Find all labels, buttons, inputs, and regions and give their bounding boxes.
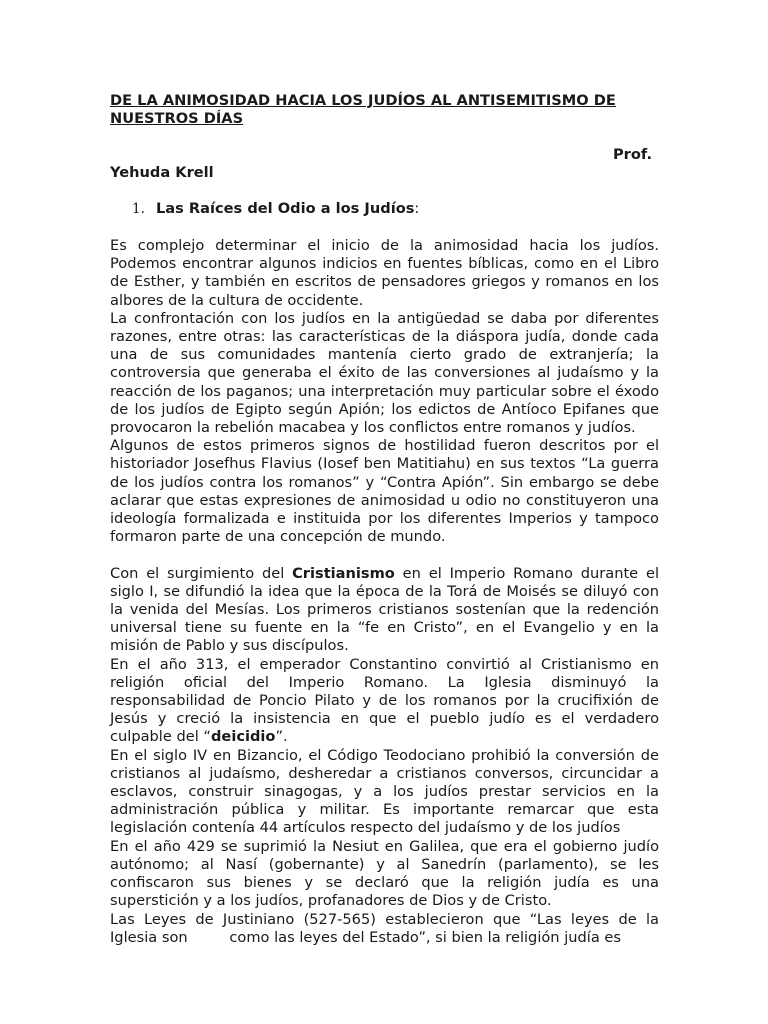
author-name: Yehuda Krell (110, 164, 214, 181)
paragraph-4-text-a: Con el surgimiento del (110, 564, 293, 582)
paragraph-5 (110, 656, 659, 747)
paragraph-5-emphasis: deicidio (210, 728, 276, 746)
document-body (110, 237, 664, 947)
paragraph-gap (110, 546, 659, 564)
section-heading (132, 200, 659, 218)
author-prefix: Prof. (612, 146, 652, 163)
paragraph-3: Algunos de estos primeros signos de hostilidad fueron descritos por el historiador Josefhus Flavius (Iosef ben Matitiahu) en sus textos “La guerra de los judíos contra los romanos” y “Contra Apión”. Sin embargo se debe aclarar que estas expresiones de animosidad u odio no constituyeron una ideología formalizada e instituida por los diferentes Imperios y tampoco formaron parte de una concepción de mundo. (110, 437, 659, 546)
section-colon: : (414, 200, 420, 217)
paragraph-5-text-a: En el año 313, el emperador Constantino convirtió al Cristianismo en religión oficial del Imperio Romano. La Iglesia disminuyó la responsabilidad de Poncio Pilato y de los romanos por la crucifixión de Jesús y creció la insistencia en que el pueblo judío es el verdadero culpable del “ (110, 655, 659, 746)
paragraph-4-emphasis: Cristianismo (292, 564, 395, 582)
paragraph-7: En el año 429 se suprimió la Nesiut en Galilea, que era el gobierno judío autónomo; al Nasí (gobernante) y al Sanedrín (parlamento), se les confiscaron sus bienes y se declaró que la religión judía es una superstición y a los judíos, profanadores de Dios y de Cristo. (110, 837, 659, 910)
paragraph-6: En el siglo IV en Bizancio, el Código Teodociano prohibió la conversión de cristianos al judaísmo, desheredar a cristianos conversos, circuncidar a esclavos, construir sinagogas, y a los judíos prestar servicios en la administración pública y militar. Es importante remarcar que esta legislación contenía 44 artículos respecto del judaísmo y de los judíos (110, 746, 659, 837)
paragraph-4 (110, 565, 659, 656)
paragraph-5-text-b: ”. (275, 728, 288, 746)
section-title: Las Raíces del Odio a los Judíos (156, 200, 415, 217)
paragraph-2: La confrontación con los judíos en la antigüedad se daba por diferentes razones, entre otras: las características de la diáspora judía, donde cada una de sus comunidades mantenía cierto grado de extranjería; la controversia que generaba el éxito de las conversiones al judaísmo y la reacción de los paganos; una interpretación muy particular sobre el éxodo de los judíos de Egipto según Apión; los edictos de Antíoco Epifanes que provocaron la rebelión macabea y los conflictos entre romanos y judíos. (110, 309, 659, 437)
paragraph-4-text-b: en el Imperio Romano durante el siglo I, se difundió la idea que la época de la Torá de Moisés se diluyó con la venida del Mesías. Los primeros cristianos sostenían que la redención universal tiene su fuente en la “fe en Cristo”, en el Evangelio y en la misión de Pablo y sus discípulos. (110, 564, 660, 655)
document-title: DE LA ANIMOSIDAD HACIA LOS JUDÍOS AL ANTISEMITISMO DE NUESTROS DÍAS (110, 92, 616, 127)
document-content (110, 92, 664, 947)
paragraph-1: Es complejo determinar el inicio de la animosidad hacia los judíos. Podemos encontrar algunos indicios en fuentes bíblicas, como en el Libro de Esther, y también en escritos de pensadores griegos y romanos en los albores de la cultura de occidente. (110, 237, 659, 309)
section-number: 1. (132, 201, 145, 217)
paragraph-8: Las Leyes de Justiniano (527-565) establecieron que “Las leyes de la Iglesia son como las leyes del Estado”, si bien la religión judía es (110, 910, 664, 946)
